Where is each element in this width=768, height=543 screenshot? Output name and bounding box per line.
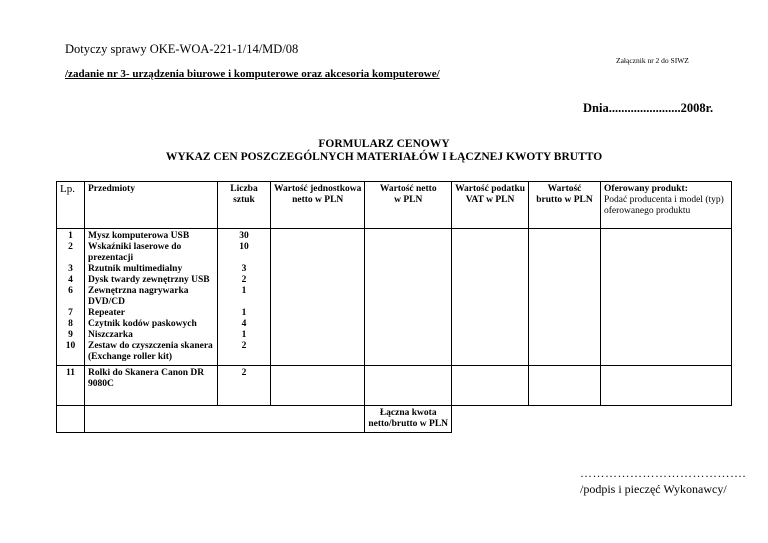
header-offered-product: [601, 182, 732, 229]
quantity-value: [221, 253, 267, 264]
price-table: [56, 181, 732, 433]
item-name: (Exchange roller kit): [88, 352, 173, 362]
unit-net-cell: [271, 229, 365, 366]
header-gross-line-1: Wartość: [547, 184, 582, 194]
item-name: Repeater: [88, 308, 125, 318]
summary-label-line-2: netto/brutto w PLN: [368, 419, 449, 429]
header-lp: Lp.: [57, 182, 85, 229]
table-summary-row: [57, 406, 732, 433]
header-quantity: [218, 182, 271, 229]
gross-cell: [529, 229, 601, 366]
quantity-cell: [218, 229, 271, 366]
summary-blank-cell: [452, 406, 529, 433]
lp-value: 1: [68, 231, 73, 241]
quantity-value: 4: [241, 319, 247, 329]
lp-value: 4: [68, 275, 73, 285]
gross-cell: [529, 366, 601, 406]
header-items: Przedmioty: [85, 182, 218, 229]
form-title-line-2: WYKAZ CEN POSZCZEGÓLNYCH MATERIAŁÓW I ŁĄCZNEJ KWOTY BRUTTO: [165, 151, 603, 163]
case-reference: Dotyczy sprawy OKE-WOA-221-1/14/MD/08: [65, 42, 299, 56]
header-unit-net: [271, 182, 365, 229]
quantity-value: 2: [241, 341, 247, 351]
table-row-group-1: [57, 229, 732, 366]
header-vat-line-2: VAT w PLN: [465, 195, 515, 205]
quantity-value: 2: [218, 366, 271, 406]
vat-cell: [452, 229, 529, 366]
item-name: Rzutnik multimedialny: [88, 264, 183, 274]
lp-value: [60, 352, 81, 363]
items-cell: [85, 366, 218, 406]
lp-cell: 11: [57, 366, 85, 406]
task-description: /zadanie nr 3- urządzenia biurowe i komputerowe oraz akcesoria komputerowe/: [65, 68, 440, 80]
item-name: Dysk twardy zewnętrzny USB: [88, 275, 210, 285]
date-field: Dnia.......................2008r.: [583, 101, 714, 115]
lp-value: 9: [68, 330, 73, 340]
quantity-value: [221, 297, 267, 308]
offered-product-cell: [601, 366, 732, 406]
lp-value: 2: [68, 242, 73, 252]
item-name: Wskaźniki laserowe do: [88, 242, 182, 252]
item-name: Zewnętrzna nagrywarka: [88, 286, 189, 296]
quantity-value: 1: [241, 330, 247, 340]
lp-value: [60, 297, 81, 308]
offered-product-cell: [601, 229, 732, 366]
vat-cell: [452, 366, 529, 406]
quantity-value: 2: [241, 275, 247, 285]
lp-value: 6: [68, 286, 73, 296]
quantity-value: 1: [241, 308, 247, 318]
signature-dots: ………………………………….: [580, 466, 746, 480]
header-net: [365, 182, 452, 229]
header-net-line-1: Wartość netto: [379, 184, 437, 194]
quantity-value: 30: [239, 231, 249, 241]
signature-label: /podpis i pieczęć Wykonawcy/: [580, 482, 727, 496]
summary-blank-cell: [57, 406, 85, 433]
item-name: Niszczarka: [88, 330, 133, 340]
lp-cell: [57, 229, 85, 366]
summary-blank-cell: [529, 406, 601, 433]
lp-value: 8: [68, 319, 73, 329]
items-cell: [85, 229, 218, 366]
header-unit-net-line-1: Wartość jednostkowa: [274, 184, 362, 194]
lp-value: 10: [65, 341, 76, 351]
lp-value: 3: [68, 264, 73, 274]
summary-label: [365, 406, 452, 433]
table-row-group-2: [57, 366, 732, 406]
header-quantity-line-1: Liczba: [230, 184, 258, 194]
form-title-line-1: FORMULARZ CENOWY: [318, 138, 450, 150]
form-title: [0, 138, 768, 164]
item-name: DVD/CD: [88, 297, 125, 307]
header-quantity-line-2: sztuk: [233, 195, 255, 205]
table-header-row: [57, 182, 732, 229]
item-name: 9080C: [88, 379, 114, 389]
header-gross-line-2: brutto w PLN: [536, 195, 593, 205]
net-cell: [365, 366, 452, 406]
header-vat-line-1: Wartość podatku: [455, 184, 526, 194]
quantity-value: 3: [241, 264, 247, 274]
quantity-value: 1: [241, 286, 247, 296]
header-net-line-2: w PLN: [394, 195, 423, 205]
lp-value: [60, 253, 81, 264]
summary-label-line-1: Łączna kwota: [379, 408, 437, 418]
header-vat: [452, 182, 529, 229]
quantity-value: [221, 352, 267, 363]
header-offered-line-2: Podać producenta i model (typ): [604, 195, 724, 205]
lp-value: 7: [68, 308, 73, 318]
quantity-value: 10: [239, 242, 249, 252]
item-name: prezentacji: [88, 253, 134, 263]
item-name: Rolki do Skanera Canon DR: [88, 368, 205, 378]
header-gross: [529, 182, 601, 229]
attachment-note: Załącznik nr 2 do SIWZ: [616, 56, 689, 65]
header-offered-line-3: oferowanego produktu: [604, 206, 691, 216]
item-name: Czytnik kodów paskowych: [88, 319, 197, 329]
net-cell: [365, 229, 452, 366]
header-unit-net-line-2: netto w PLN: [292, 195, 344, 205]
item-name: Zestaw do czyszczenia skanera: [88, 341, 213, 351]
summary-blank-cell: [85, 406, 365, 433]
header-offered-line-1: Oferowany produkt:: [604, 184, 688, 194]
unit-net-cell: [271, 366, 365, 406]
item-name: Mysz komputerowa USB: [88, 231, 190, 241]
summary-blank-cell: [601, 406, 732, 433]
